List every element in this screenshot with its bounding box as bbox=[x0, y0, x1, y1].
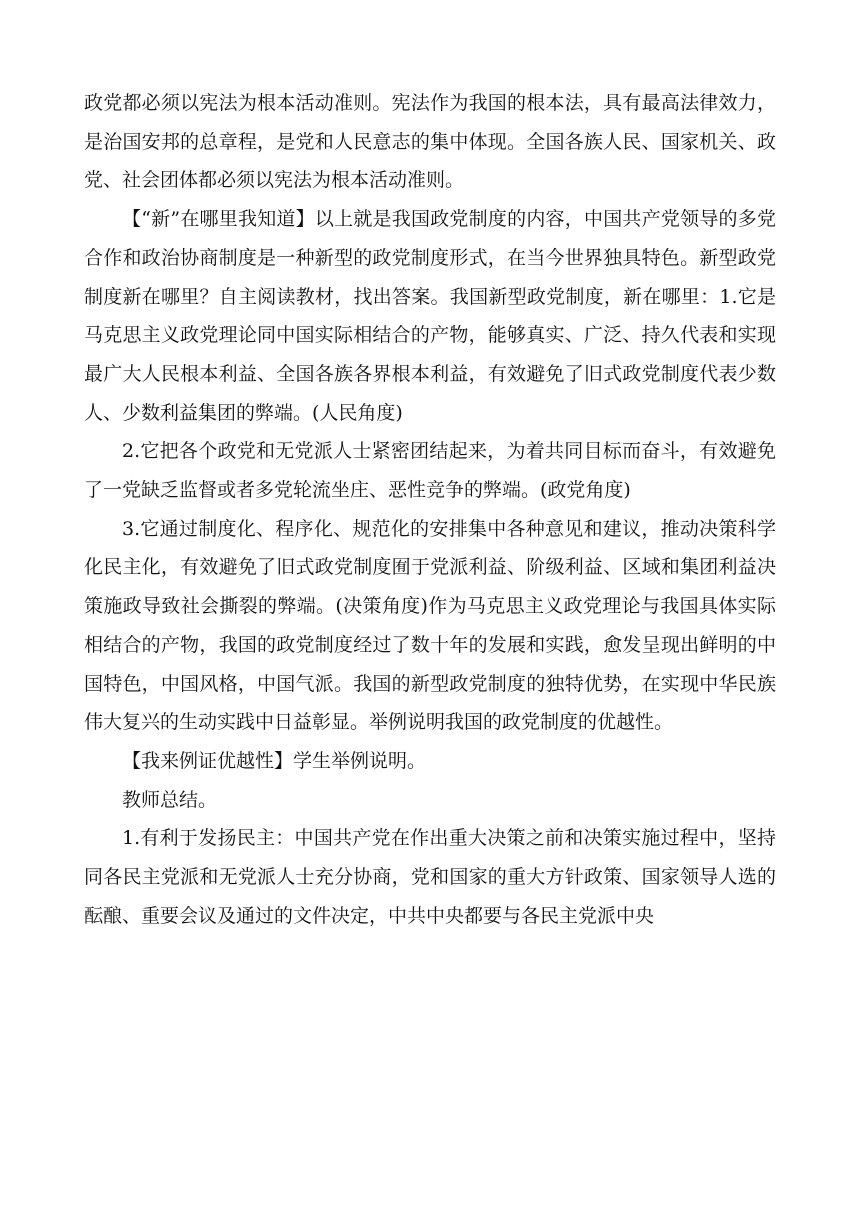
paragraph-party-perspective: 2.它把各个政党和无党派人士紧密团结起来，为着共同目标而奋斗，有效避免了一党缺乏监督或者多党轮流坐庄、恶性竞争的弊端。(政党角度) bbox=[84, 440, 776, 502]
paragraph-decision-perspective: 3.它通过制度化、程序化、规范化的安排集中各种意见和建议，推动决策科学化民主化，有效避免了旧式政党制度囿于党派利益、阶级利益、区域和集团利益决策施政导致社会撕裂的弊端。(决策角度)作为马克思主义政党理论与我国具体实际相结合的产物，我国的政党制度经过了数十年的发展和实践，愈发呈现出鲜明的中国特色，中国风格，中国气派。我国的新型政党制度的独特优势，在实现中华民族伟大复兴的生动实践中日益彰显。举例说明我国的政党制度的优越性。 bbox=[84, 517, 776, 734]
paragraph-student-examples: 【我来例证优越性】学生举例说明。 bbox=[122, 749, 427, 772]
paragraph-promote-democracy: 1.有利于发扬民主：中国共产党在作出重大决策之前和决策实施过程中，坚持同各民主党派和无党派人士充分协商，党和国家的重大方针政策、国家领导人选的酝酿、重要会议及通过的文件决定，中共中央都要与各民主党派中央 bbox=[84, 827, 776, 927]
paragraph-teacher-summary: 教师总结。 bbox=[122, 788, 218, 811]
paragraph-new-party-system: 【“新”在哪里我知道】以上就是我国政党制度的内容，中国共产党领导的多党合作和政治协商制度是一种新型的政党制度形式，在当今世界独具特色。新型政党制度新在哪里？自主阅读教材，找出答案。我国新型政党制度，新在哪里：1.它是马克思主义政党理论同中国实际相结合的产物，能够真实、广泛、持久代表和实现最广大人民根本利益、全国各族各界根本利益，有效避免了旧式政党制度代表少数人、少数利益集团的弊端。(人民角度) bbox=[84, 208, 776, 424]
paragraph-constitution: 政党都必须以宪法为根本活动准则。宪法作为我国的根本法，具有最高法律效力，是治国安邦的总章程，是党和人民意志的集中体现。全国各族人民、国家机关、政党、社会团体都必须以宪法为根本活动准则。 bbox=[84, 92, 776, 192]
document-body bbox=[84, 84, 776, 935]
